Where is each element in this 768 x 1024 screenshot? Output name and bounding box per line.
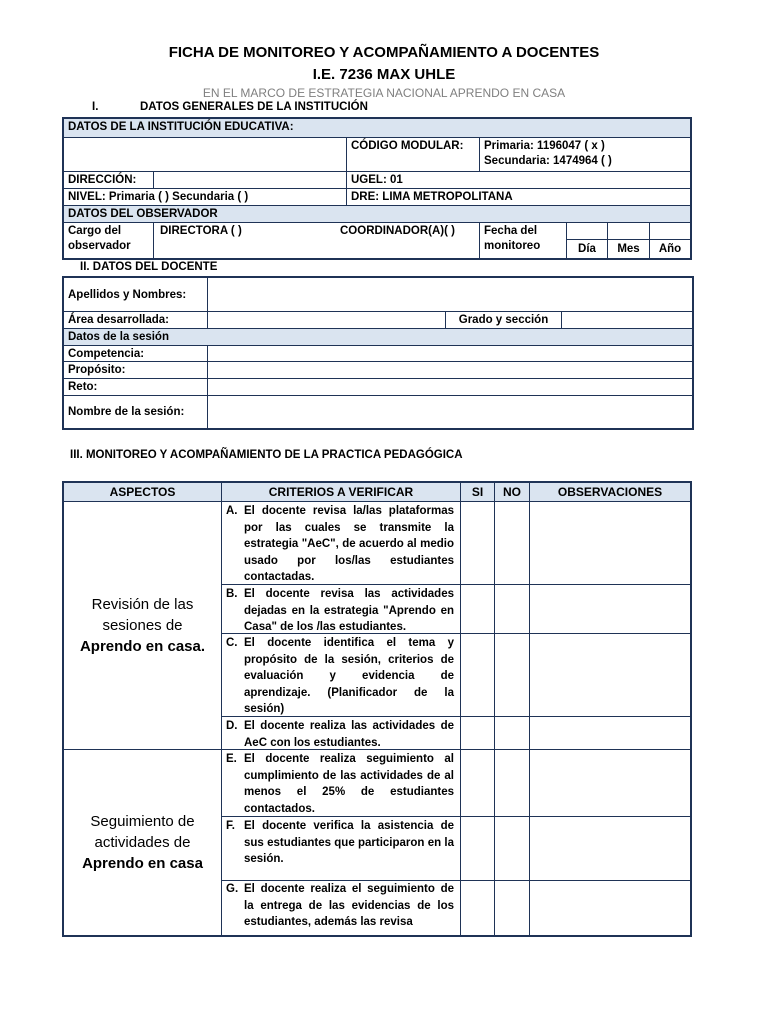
directora-option[interactable]: DIRECTORA ( ) <box>160 225 242 237</box>
proposito-label: Propósito: <box>64 362 208 379</box>
criterion-row <box>222 817 461 881</box>
section-1-number: I. <box>92 101 99 113</box>
aspect-2-line-1: Seguimiento de <box>90 813 195 830</box>
observaciones-cell[interactable] <box>530 502 690 585</box>
institution-table <box>62 117 692 260</box>
section-2-title: II. DATOS DEL DOCENTE <box>80 261 218 273</box>
apellidos-field[interactable] <box>208 278 692 312</box>
aspect-1-line-3: Aprendo en casa. <box>79 638 206 655</box>
document-subtitle: EN EL MARCO DE ESTRATEGIA NACIONAL APRENDO EN CASA <box>202 86 566 100</box>
proposito-field[interactable] <box>208 362 692 379</box>
no-cell[interactable] <box>495 750 530 817</box>
area-field[interactable] <box>208 312 446 329</box>
nombre-sesion-label: Nombre de la sesión: <box>64 396 208 428</box>
mes-label: Mes <box>608 240 650 258</box>
criterion-row <box>222 634 461 717</box>
observaciones-cell[interactable] <box>530 750 690 817</box>
criterion-row <box>222 750 461 817</box>
school-name: I.E. 7236 MAX UHLE <box>312 66 456 83</box>
criterion-text: El docente realiza el seguimiento de la entrega de las evidencias de los estudiantes, además las revisa <box>244 883 454 928</box>
no-cell[interactable] <box>495 881 530 935</box>
section-3-title: III. MONITOREO Y ACOMPAÑAMIENTO DE LA PRACTICA PEDAGÓGICA <box>70 449 463 461</box>
cargo-options[interactable] <box>154 223 480 258</box>
monitoring-table <box>62 481 692 937</box>
dia-label: Día <box>567 240 608 258</box>
observaciones-cell[interactable] <box>530 817 690 881</box>
direccion-field[interactable] <box>154 172 347 189</box>
competencia-label: Competencia: <box>64 346 208 362</box>
institution-blank-cell[interactable] <box>64 138 347 172</box>
no-cell[interactable] <box>495 817 530 881</box>
anio-label: Año <box>658 243 682 255</box>
direccion-label: DIRECCIÓN: <box>64 172 154 189</box>
observer-header: DATOS DEL OBSERVADOR <box>64 206 690 223</box>
apellidos-label: Apellidos y Nombres: <box>64 278 208 312</box>
criterion-row <box>222 881 461 935</box>
institution-header: DATOS DE LA INSTITUCIÓN EDUCATIVA: <box>64 119 690 138</box>
criterion-text: El docente realiza seguimiento al cumplimiento de las actividades de al menos el 25% de estudiantes contactados. <box>244 753 454 815</box>
teacher-table <box>62 276 694 430</box>
reto-field[interactable] <box>208 379 692 396</box>
competencia-field[interactable] <box>208 346 692 362</box>
col-observaciones: OBSERVACIONES <box>530 483 690 502</box>
grado-label: Grado y sección <box>446 312 562 329</box>
no-cell[interactable] <box>495 634 530 717</box>
observaciones-cell[interactable] <box>530 717 690 750</box>
grado-field[interactable] <box>562 312 692 329</box>
aspect-2-line-3: Aprendo en casa <box>82 855 203 872</box>
criterion-text: El docente realiza las actividades de AeC con los estudiantes. <box>244 720 454 749</box>
section-1-title: DATOS GENERALES DE LA INSTITUCIÓN <box>140 101 368 113</box>
col-no: NO <box>495 483 530 502</box>
observaciones-cell[interactable] <box>530 585 690 634</box>
criterion-text: El docente verifica la asistencia de sus estudiantes que participaron en la sesión. <box>244 820 454 865</box>
no-cell[interactable] <box>495 502 530 585</box>
si-cell[interactable] <box>461 817 495 881</box>
coordinador-option[interactable]: COORDINADOR(A)( ) <box>340 225 455 237</box>
si-cell[interactable] <box>461 502 495 585</box>
session-header: Datos de la sesión <box>64 329 692 346</box>
si-cell[interactable] <box>461 881 495 935</box>
aspect-seguimiento <box>64 750 222 935</box>
criterion-text: El docente revisa las actividades dejadas en la estrategia "Aprendo en Casa" de los /las estudiantes. <box>244 588 454 633</box>
no-cell[interactable] <box>495 717 530 750</box>
si-cell[interactable] <box>461 585 495 634</box>
area-label: Área desarrollada: <box>64 312 208 329</box>
observaciones-cell[interactable] <box>530 881 690 935</box>
si-cell[interactable] <box>461 634 495 717</box>
nivel-cell[interactable]: NIVEL: Primaria ( ) Secundaria ( ) <box>64 189 347 206</box>
ugel-cell: UGEL: 01 <box>347 172 690 189</box>
criterion-text: El docente revisa la/las plataformas por las cuales se transmite la estrategia "AeC", de acuerdo al medio usado por los/las estudiantes contactadas. <box>244 505 454 583</box>
criterion-row <box>222 502 461 585</box>
si-cell[interactable] <box>461 717 495 750</box>
document-title: FICHA DE MONITOREO Y ACOMPAÑAMIENTO A DOCENTES <box>168 44 600 61</box>
criterion-row <box>222 717 461 750</box>
aspect-revision <box>64 502 222 750</box>
criterion-letter: E. <box>226 753 237 765</box>
criterion-row <box>222 585 461 634</box>
codigo-modular-label: CÓDIGO MODULAR: <box>347 138 480 172</box>
nombre-sesion-field[interactable] <box>208 396 692 428</box>
dre-cell: DRE: LIMA METROPOLITANA <box>347 189 690 206</box>
secundaria-code: Secundaria: 1474964 ( ) <box>484 155 612 167</box>
aspect-1-line-1: Revisión de las <box>91 596 194 613</box>
criterion-letter: G. <box>226 883 239 895</box>
dia-field[interactable] <box>567 223 608 240</box>
si-cell[interactable] <box>461 750 495 817</box>
mes-field[interactable] <box>608 223 650 240</box>
reto-label: Reto: <box>64 379 208 396</box>
criterion-letter: C. <box>226 637 238 649</box>
cargo-label: Cargo del observador <box>64 223 154 258</box>
criterion-letter: A. <box>226 505 238 517</box>
criterion-letter: D. <box>226 720 238 732</box>
col-aspectos: ASPECTOS <box>64 483 222 502</box>
codigo-modular-values <box>480 138 690 172</box>
no-cell[interactable] <box>495 585 530 634</box>
primaria-code: Primaria: 1196047 ( x ) <box>484 140 605 152</box>
observaciones-cell[interactable] <box>530 634 690 717</box>
col-si: SI <box>461 483 495 502</box>
aspect-1-line-2: sesiones de <box>102 617 183 634</box>
col-criterios: CRITERIOS A VERIFICAR <box>222 483 461 502</box>
fecha-label: Fecha del monitoreo <box>480 223 567 258</box>
criterion-letter: F. <box>226 820 235 832</box>
criterion-letter: B. <box>226 588 238 600</box>
anio-field[interactable] <box>650 223 690 240</box>
criterion-text: El docente identifica el tema y propósito de la sesión, criterios de evaluación y evidencia de aprendizaje. (Planificador de la sesión) <box>244 637 454 715</box>
aspect-2-line-2: actividades de <box>94 834 191 851</box>
